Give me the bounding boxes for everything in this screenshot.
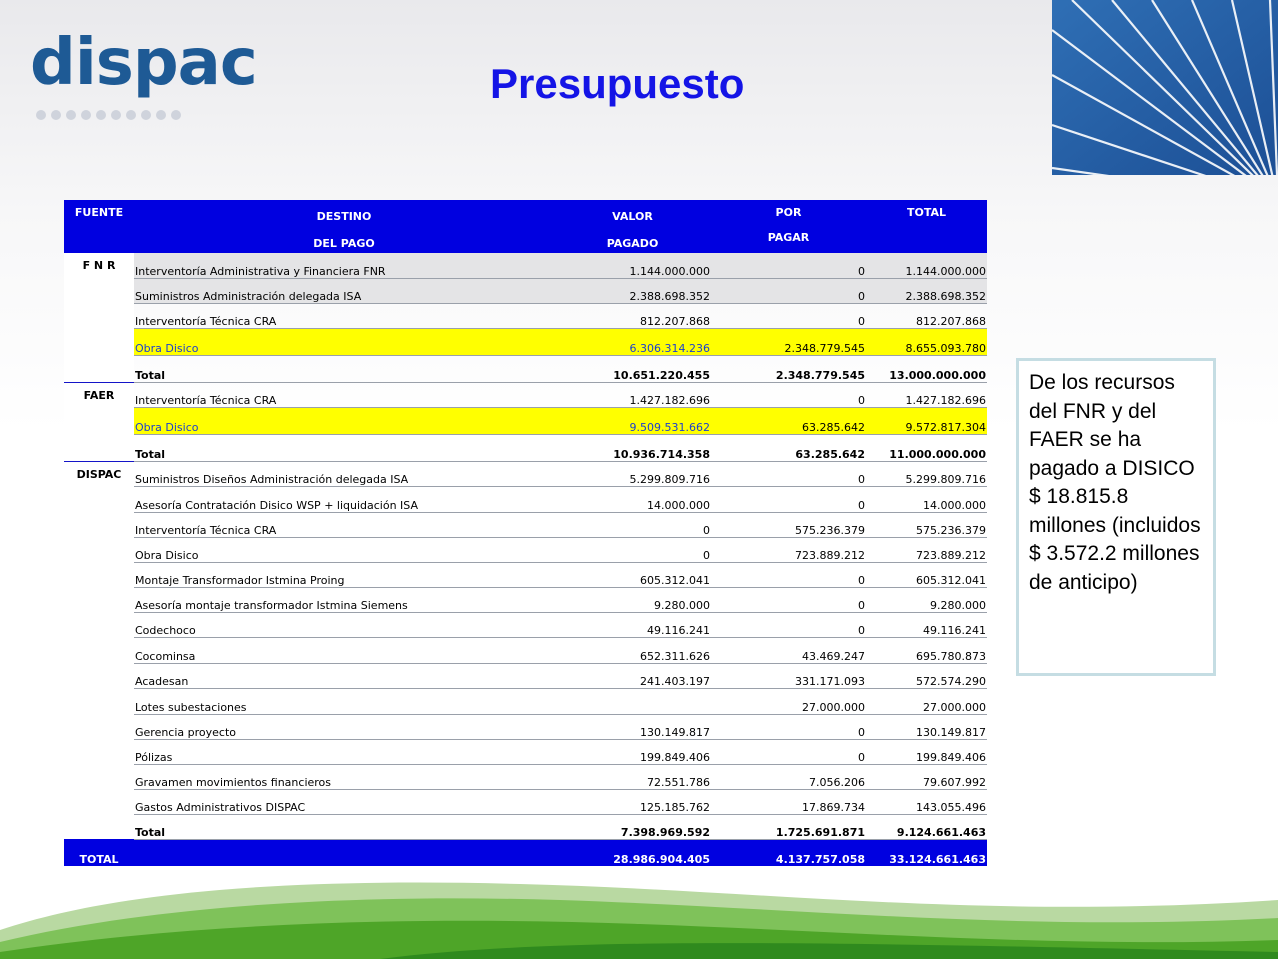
valor-cell: 10.936.714.358 (554, 434, 711, 461)
subtotal-row (64, 355, 987, 382)
table-row (64, 512, 987, 537)
valor-cell: 241.403.197 (554, 663, 711, 688)
table-row-highlighted (64, 328, 987, 355)
table-row (64, 562, 987, 587)
table-row (64, 382, 987, 407)
total-cell: 11.000.000.000 (866, 434, 987, 461)
destino-cell: Gerencia proyecto (134, 714, 554, 739)
table-row (64, 587, 987, 612)
total-cell: 9.280.000 (866, 587, 987, 612)
por-pagar-cell: 63.285.642 (711, 434, 866, 461)
destino-cell: Asesoría Contratación Disico WSP + liquidación ISA (134, 486, 554, 512)
destino-cell: Obra Disico (134, 407, 554, 434)
valor-cell: 125.185.762 (554, 789, 711, 814)
header-por-line1: POR (775, 206, 802, 219)
por-pagar-cell: 0 (711, 714, 866, 739)
destino-cell: Gastos Administrativos DISPAC (134, 789, 554, 814)
por-pagar-cell: 575.236.379 (711, 512, 866, 537)
por-pagar-cell: 0 (711, 612, 866, 637)
table-row (64, 764, 987, 789)
total-cell: 723.889.212 (866, 537, 987, 562)
header-destino-line1: DESTINO (316, 210, 372, 223)
total-cell: 575.236.379 (866, 512, 987, 537)
total-cell: 14.000.000 (866, 486, 987, 512)
por-pagar-cell: 0 (711, 739, 866, 764)
table-row (64, 303, 987, 328)
logo-dots (36, 110, 181, 120)
table-row (64, 486, 987, 512)
header-fuente (64, 200, 134, 253)
total-cell: 605.312.041 (866, 562, 987, 587)
destino-cell: Cocominsa (134, 637, 554, 663)
valor-cell: 14.000.000 (554, 486, 711, 512)
grand-total-valor: 28.986.904.405 (554, 839, 711, 866)
table-row (64, 688, 987, 714)
grand-total-total: 33.124.661.463 (866, 839, 987, 866)
valor-cell (554, 688, 711, 714)
por-pagar-cell: 2.348.779.545 (711, 328, 866, 355)
valor-cell: 5.299.809.716 (554, 461, 711, 486)
valor-cell: 0 (554, 537, 711, 562)
por-pagar-cell: 0 (711, 486, 866, 512)
table-row (64, 714, 987, 739)
valor-cell: 6.306.314.236 (554, 328, 711, 355)
page-title: Presupuesto (490, 60, 745, 107)
table-row (64, 637, 987, 663)
green-waves-decoration (0, 870, 1278, 959)
destino-cell: Codechoco (134, 612, 554, 637)
valor-cell: 199.849.406 (554, 739, 711, 764)
total-cell: 695.780.873 (866, 637, 987, 663)
por-pagar-cell: 1.725.691.871 (711, 814, 866, 839)
por-pagar-cell: 0 (711, 303, 866, 328)
budget-table (64, 200, 987, 866)
por-pagar-cell: 723.889.212 (711, 537, 866, 562)
valor-cell: 10.651.220.455 (554, 355, 711, 382)
destino-cell: Montaje Transformador Istmina Proing (134, 562, 554, 587)
total-cell: 130.149.817 (866, 714, 987, 739)
destino-cell: Suministros Diseños Administración delegada ISA (134, 461, 554, 486)
total-cell: 572.574.290 (866, 663, 987, 688)
destino-cell: Total (134, 355, 554, 382)
por-pagar-cell: 0 (711, 562, 866, 587)
table-row (64, 278, 987, 303)
subtotal-row (64, 434, 987, 461)
table-row (64, 612, 987, 637)
header-valor-line2: PAGADO (606, 237, 659, 250)
destino-cell: Interventoría Técnica CRA (134, 512, 554, 537)
destino-cell: Total (134, 434, 554, 461)
valor-cell: 0 (554, 512, 711, 537)
total-cell: 13.000.000.000 (866, 355, 987, 382)
header-valor-line1: VALOR (612, 210, 653, 223)
por-pagar-cell: 43.469.247 (711, 637, 866, 663)
summary-note: De los recursos del FNR y del FAER se ha pagado a DISICO $ 18.815.8 millones (incluidos $ 3.572.2 millones de anticipo) (1016, 358, 1216, 676)
valor-cell: 9.280.000 (554, 587, 711, 612)
grand-total-por-pagar: 4.137.757.058 (711, 839, 866, 866)
starburst-decoration (1052, 0, 1278, 175)
destino-cell: Acadesan (134, 663, 554, 688)
table-row (64, 253, 987, 278)
grand-total-row (64, 839, 987, 866)
por-pagar-cell: 0 (711, 461, 866, 486)
valor-cell: 7.398.969.592 (554, 814, 711, 839)
fuente-fnr: F N R (64, 253, 134, 382)
valor-cell: 605.312.041 (554, 562, 711, 587)
dispac-logo (30, 18, 257, 128)
destino-cell: Pólizas (134, 739, 554, 764)
total-cell: 2.388.698.352 (866, 278, 987, 303)
header-destino (134, 200, 554, 253)
destino-cell: Obra Disico (134, 328, 554, 355)
subtotal-row (64, 814, 987, 839)
por-pagar-cell: 331.171.093 (711, 663, 866, 688)
destino-cell: Interventoría Administrativa y Financiera FNR (134, 253, 554, 278)
destino-cell: Gravamen movimientos financieros (134, 764, 554, 789)
total-cell: 79.607.992 (866, 764, 987, 789)
valor-cell: 72.551.786 (554, 764, 711, 789)
header-valor (554, 200, 711, 253)
table-row-highlighted (64, 407, 987, 434)
fuente-dispac: DISPAC (64, 461, 134, 839)
total-cell: 8.655.093.780 (866, 328, 987, 355)
total-cell: 812.207.868 (866, 303, 987, 328)
valor-cell: 1.144.000.000 (554, 253, 711, 278)
total-cell: 1.427.182.696 (866, 382, 987, 407)
por-pagar-cell: 0 (711, 382, 866, 407)
por-pagar-cell: 2.348.779.545 (711, 355, 866, 382)
destino-cell: Suministros Administración delegada ISA (134, 278, 554, 303)
valor-cell: 9.509.531.662 (554, 407, 711, 434)
header-por-pagar (711, 200, 866, 253)
valor-cell: 812.207.868 (554, 303, 711, 328)
total-cell: 9.124.661.463 (866, 814, 987, 839)
total-cell: 199.849.406 (866, 739, 987, 764)
header-por-line2: PAGAR (767, 231, 810, 244)
por-pagar-cell: 27.000.000 (711, 688, 866, 714)
total-cell: 1.144.000.000 (866, 253, 987, 278)
destino-cell: Lotes subestaciones (134, 688, 554, 714)
table-row (64, 789, 987, 814)
por-pagar-cell: 7.056.206 (711, 764, 866, 789)
destino-cell: Total (134, 814, 554, 839)
por-pagar-cell: 63.285.642 (711, 407, 866, 434)
total-cell: 9.572.817.304 (866, 407, 987, 434)
destino-cell: Asesoría montaje transformador Istmina Siemens (134, 587, 554, 612)
header-fuente-label: FUENTE (74, 206, 124, 219)
valor-cell: 652.311.626 (554, 637, 711, 663)
grand-total-destino (134, 839, 554, 866)
valor-cell: 1.427.182.696 (554, 382, 711, 407)
grand-total-label: TOTAL (64, 839, 134, 866)
header-total (866, 200, 987, 253)
total-cell: 27.000.000 (866, 688, 987, 714)
valor-cell: 2.388.698.352 (554, 278, 711, 303)
total-cell: 5.299.809.716 (866, 461, 987, 486)
por-pagar-cell: 0 (711, 587, 866, 612)
total-cell: 143.055.496 (866, 789, 987, 814)
table-row (64, 537, 987, 562)
table-row (64, 663, 987, 688)
total-cell: 49.116.241 (866, 612, 987, 637)
header-total-label: TOTAL (906, 206, 947, 219)
valor-cell: 49.116.241 (554, 612, 711, 637)
por-pagar-cell: 0 (711, 253, 866, 278)
destino-cell: Interventoría Técnica CRA (134, 382, 554, 407)
header-destino-line2: DEL PAGO (313, 237, 375, 250)
fuente-faer: FAER (64, 382, 134, 461)
table-row (64, 461, 987, 486)
por-pagar-cell: 0 (711, 278, 866, 303)
logo-text: dispac (30, 26, 257, 100)
valor-cell: 130.149.817 (554, 714, 711, 739)
table-row (64, 739, 987, 764)
destino-cell: Interventoría Técnica CRA (134, 303, 554, 328)
destino-cell: Obra Disico (134, 537, 554, 562)
por-pagar-cell: 17.869.734 (711, 789, 866, 814)
